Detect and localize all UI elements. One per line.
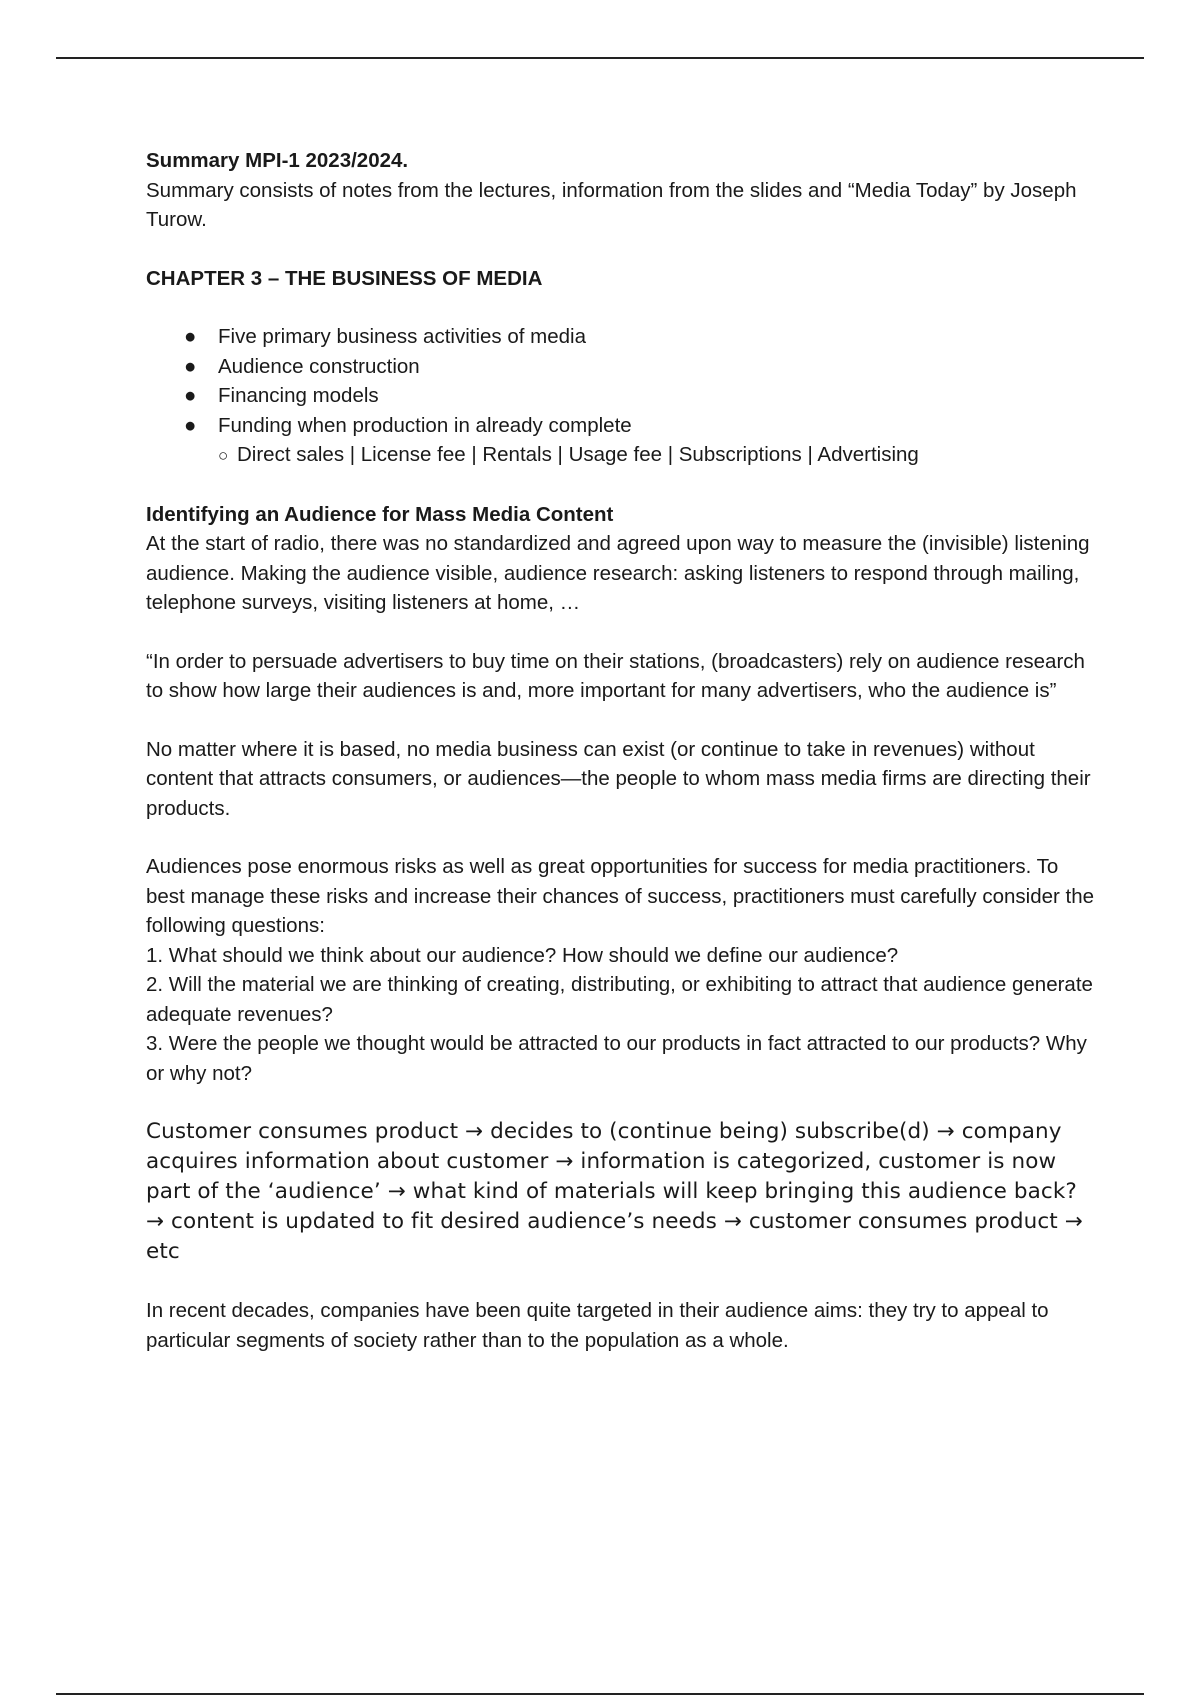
list-item: ● Financing models xyxy=(146,381,1096,411)
footer-rule xyxy=(56,1693,1144,1695)
quote-paragraph: “In order to persuade advertisers to buy time on their stations, (broadcasters) rely on audience research to show how large their audiences is and, more important for many advertisers, who the audience is” xyxy=(146,649,1085,702)
list-item: ● Funding when production in already complete xyxy=(146,411,1096,441)
list-item: ● Audience construction xyxy=(146,352,1096,382)
flow-paragraph: Customer consumes product → decides to (continue being) subscribe(d) → company acquires information about customer → information is categorized, customer is now part of the ‘audience’ → what kind of materials will keep bringing this audience back? → content is updated to fit desired audience’s needs → customer consumes product → etc xyxy=(146,1119,1083,1264)
bullet-dot-icon: ● xyxy=(184,354,197,378)
question-3: 3. Were the people we thought would be attracted to our products in fact attracted to our products? Why or why not? xyxy=(146,1032,1087,1085)
paragraph-radio: At the start of radio, there was no standardized and agreed upon way to measure the (invisible) listening audience. Making the audience visible, audience research: asking listeners to respond through mailing, telephone surveys, visiting listeners at home, … xyxy=(146,532,1090,614)
intro-paragraph: Summary consists of notes from the lectures, information from the slides and “Media Today” by Joseph Turow. xyxy=(146,178,1077,231)
closing-paragraph: In recent decades, companies have been quite targeted in their audience aims: they try to appeal to particular segments of society rather than to the population as a whole. xyxy=(146,1299,1049,1352)
chapter-heading: CHAPTER 3 – THE BUSINESS OF MEDIA xyxy=(146,266,543,290)
question-2: 2. Will the material we are thinking of creating, distributing, or exhibiting to attract that audience generate adequate revenues? xyxy=(146,973,1093,1026)
list-item: ● Five primary business activities of media xyxy=(146,322,1096,352)
document-title: Summary MPI-1 2023/2024. xyxy=(146,149,409,172)
bullet-dot-icon: ● xyxy=(184,384,197,407)
section-heading: Identifying an Audience for Mass Media Content xyxy=(146,502,614,526)
sub-bullet-circle-icon: ○ xyxy=(218,446,229,465)
paragraph-risks: Audiences pose enormous risks as well as great opportunities for success for media practitioners. To best manage these risks and increase their chances of success, practitioners must carefully consider the following questions: xyxy=(146,855,1095,937)
sub-bullet: ○ Direct sales | License fee | Rentals | Usage fee | Subscriptions | Advertising xyxy=(218,443,919,466)
paragraph-content: No matter where it is based, no media business can exist (or continue to take in revenues) without content that attracts consumers, or audiences—the people to whom mass media firms are directing their products. xyxy=(146,737,1091,820)
document-body xyxy=(146,146,1096,1355)
question-1: 1. What should we think about our audience? How should we define our audience? xyxy=(146,943,899,967)
bullet-dot-icon: ● xyxy=(184,413,197,437)
header-rule xyxy=(56,57,1144,59)
bullet-dot-icon: ● xyxy=(184,325,197,348)
bullet-list xyxy=(146,322,1096,440)
